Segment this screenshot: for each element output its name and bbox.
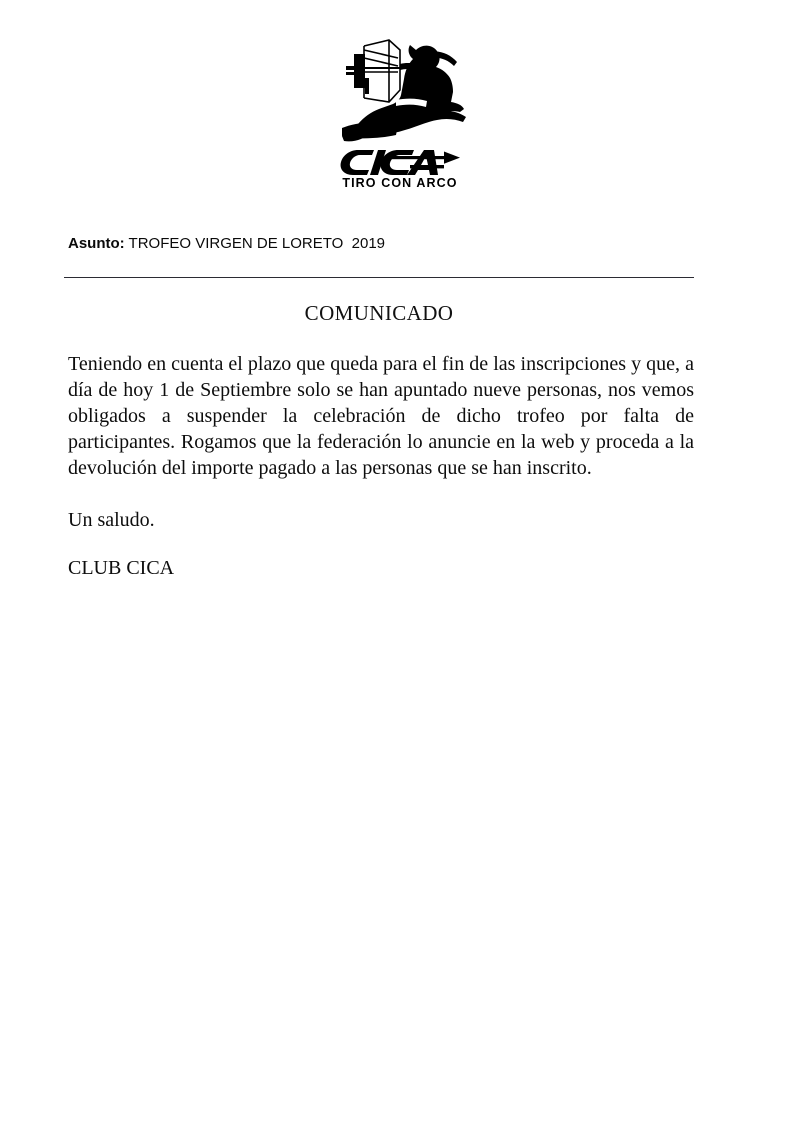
subject-label: Asunto:: [68, 235, 125, 252]
signature-line: CLUB CICA: [68, 557, 175, 579]
signature-spacer: [68, 533, 694, 555]
subject-line: [68, 234, 385, 253]
body-paragraph: Teniendo en cuenta el plazo que queda para el fin de las inscripciones y que, a día de hoy 1 de Septiembre solo se han apuntado nueve personas, nos vemos obligados a suspender la celebración de dicho trofeo por falta de participantes. Rogamos que la federación lo anuncie en la web y proceda a la devolución del importe pagado a las personas que se han inscrito.: [68, 353, 694, 479]
archer-silhouette-icon: [334, 28, 466, 146]
paragraph-spacer: [68, 481, 694, 507]
logo-inner: [332, 28, 468, 190]
logo-tagline: TIRO CON ARCO: [342, 176, 458, 190]
club-logo: [0, 28, 800, 192]
document-title: COMUNICADO: [304, 301, 454, 325]
document-body: [68, 351, 694, 581]
header-divider: [64, 277, 694, 278]
subject-value: TROFEO VIRGEN DE LORETO 2019: [124, 235, 386, 252]
closing-line: Un saludo.: [68, 509, 155, 531]
cica-wordmark-icon: [336, 146, 464, 176]
